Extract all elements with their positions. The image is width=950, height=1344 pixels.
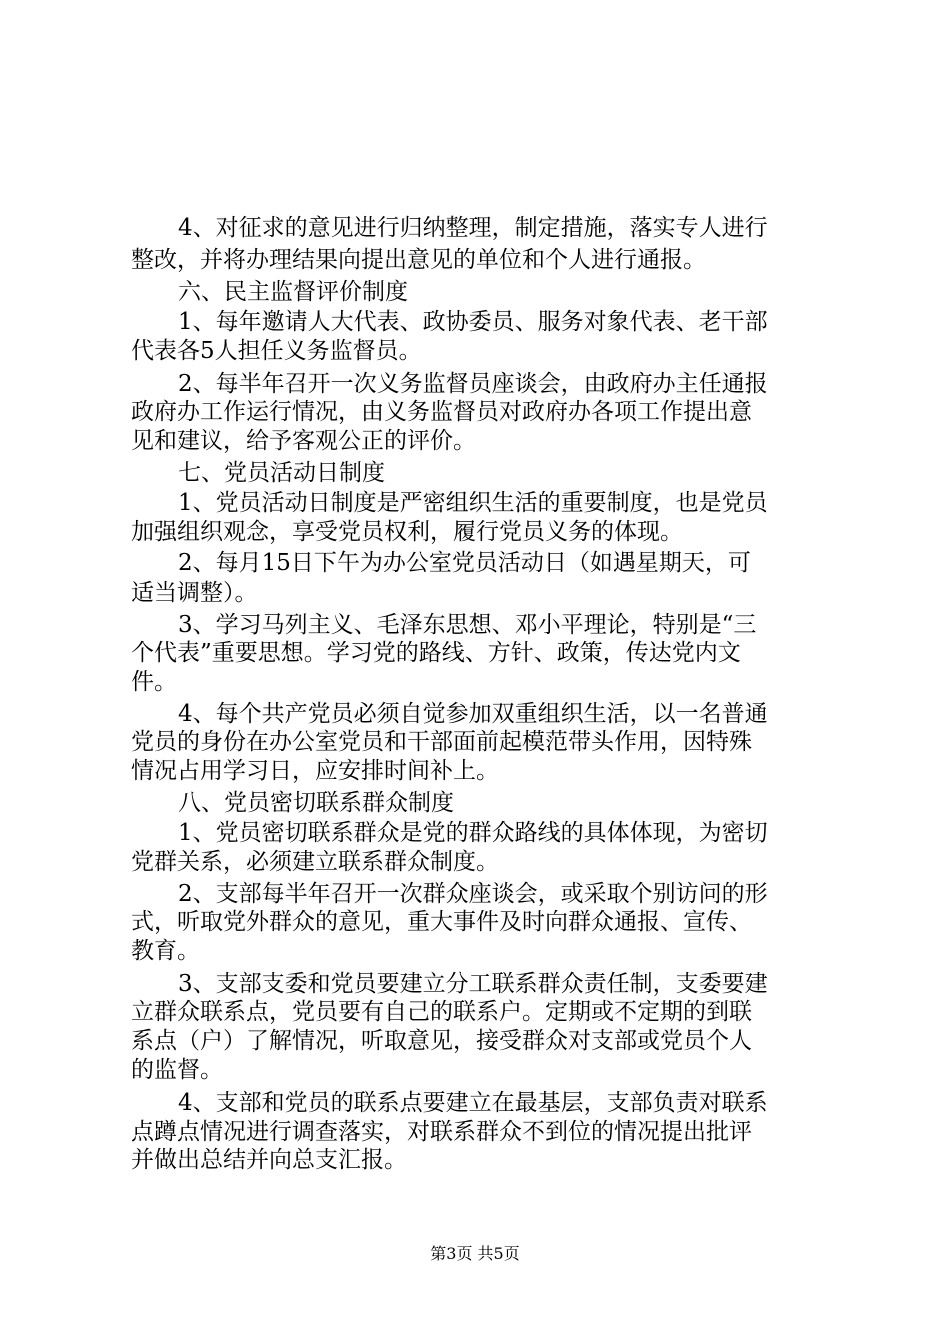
text-line-content: 立群众联系点，党员要有自己的联系户。定期或不定期的到联 [131,999,752,1025]
text-line-content: 1、党员活动日制度是严密组织生活的重要制度，也是党员 [178,490,768,516]
section-heading [0,786,950,820]
text-line-content: 件。 [131,669,177,695]
text-line [0,665,950,699]
text-line [0,576,950,610]
section-heading-text: 六、民主监督评价制度 [178,279,408,305]
text-line-content: 2、每月15日下午为办公室党员活动日（如遇星期天，可 [178,550,751,576]
text-line [0,934,950,968]
text-line-content: 教育。 [131,938,200,964]
text-line-content: 2、每半年召开一次义务监督员座谈会，由政府办主任通报 [178,371,768,397]
text-line-content: 个代表”重要思想。学习党的路线、方针、政策，传达党内文 [131,640,741,666]
text-line [0,1143,950,1177]
text-line-content: 1、每年邀请人大代表、政协委员、服务对象代表、老干部 [178,309,768,335]
text-line-content: 整改，并将办理结果向提出意见的单位和个人进行通报。 [131,247,706,273]
text-line-content: 适当调整）。 [131,580,258,606]
text-line [0,243,950,277]
page-number-footer: 第3页 共5页 [430,1244,520,1263]
text-line-content: 式，听取党外群众的意见，重大事件及时向群众通报、宣传、 [131,909,752,935]
text-line [0,515,950,549]
text-line-content: 3、支部支委和党员要建立分工联系群众责任制，支委要建 [178,971,768,997]
text-line-content: 3、学习马列主义、毛泽东思想、邓小平理论，特别是“三 [178,612,757,638]
text-line-content: 并做出总结并向总支汇报。 [131,1147,407,1173]
text-line-content: 见和建议，给予客观公正的评价。 [131,428,476,454]
section-heading-text: 七、党员活动日制度 [178,460,385,486]
text-line [0,845,950,879]
text-line-content: 党员的身份在办公室党员和干部面前起模范带头作用，因特殊 [131,729,752,755]
text-line-content: 2、支部每半年召开一次群众座谈会，或采取个别访问的形 [178,881,768,907]
text-line-content: 4、每个共产党员必须自觉参加双重组织生活，以一名普通 [178,701,768,727]
text-line [0,334,950,368]
text-line-content: 加强组织观念，享受党员权利，履行党员义务的体现。 [131,519,683,545]
text-line-content: 情况占用学习日，应安排时间补上。 [131,758,499,784]
text-line [0,1053,950,1087]
text-line [0,546,950,580]
text-line-content: 政府办工作运行情况，由义务监督员对政府办各项工作提出意 [131,399,752,425]
text-line-content: 的监督。 [131,1057,223,1083]
text-line-content: 代表各5人担任义务监督员。 [131,338,422,364]
section-heading [0,275,950,309]
text-line [0,424,950,458]
section-heading-text: 八、党员密切联系群众制度 [178,790,454,816]
text-line-content: 系点（户）了解情况，听取意见，接受群众对支部或党员个人 [131,1028,752,1054]
section-heading [0,456,950,490]
text-line-content: 点蹲点情况进行调查落实，对联系群众不到位的情况提出批评 [131,1119,752,1145]
text-line [0,211,950,245]
text-line [0,754,950,788]
text-line-content: 党群关系，必须建立联系群众制度。 [131,849,499,875]
text-line-content: 4、支部和党员的联系点要建立在最基层，支部负责对联系 [178,1090,768,1116]
text-line-content: 4、对征求的意见进行归纳整理，制定措施，落实专人进行 [178,215,768,241]
text-line-content: 1、党员密切联系群众是党的群众路线的具体体现，为密切 [178,820,768,846]
